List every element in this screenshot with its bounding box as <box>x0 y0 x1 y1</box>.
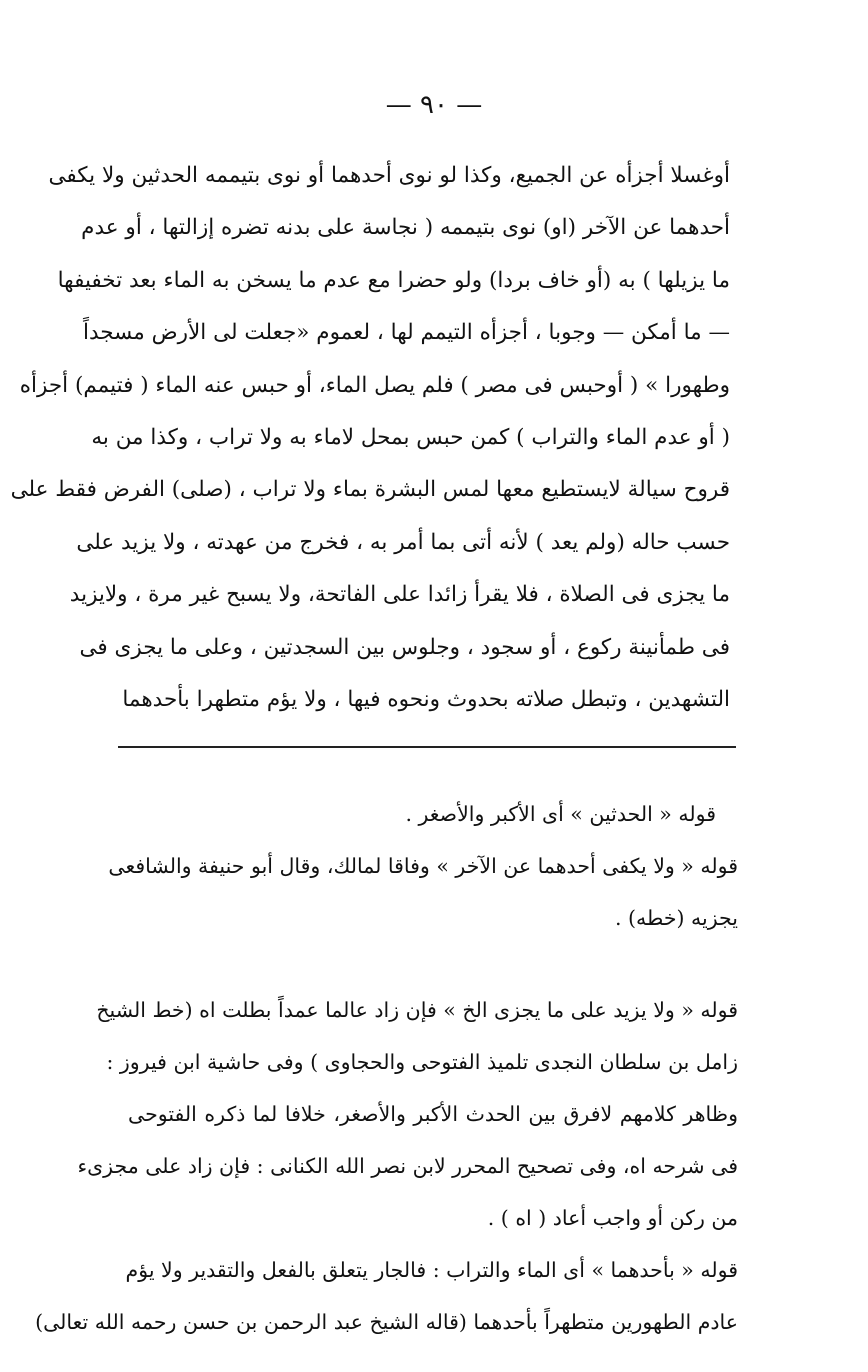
main-text-block <box>10 150 730 726</box>
main-text-line: فى طمأنينة ركوع ، أو سجود ، وجلوس بين السجدتين ، وعلى ما يجزى فى <box>79 634 730 660</box>
footnote-line: قوله « ولا يكفى أحدهما عن الآخر » وفاقا لمالك، وقال أبو حنيفة والشافعى <box>108 854 738 878</box>
main-text-line: حسب حاله (ولم يعد ) لأنه أتى بما أمر به ، فخرج من عهدته ، ولا يزيد على <box>76 529 730 555</box>
footnote-line: يجزيه (خطه) . <box>615 906 738 930</box>
footnote <box>35 1244 738 1348</box>
main-text-line: وطهورا » ( أوحبس فى مصر ) فلم يصل الماء، أو حبس عنه الماء ( فتيمم) أجزأه <box>19 372 730 398</box>
main-text-line: أوغسلا أجزأه عن الجميع، وكذا لو نوى أحدهما أو نوى بتيممه الحدثين ولا يكفى <box>48 163 730 188</box>
main-text-line: التشهدين ، وتبطل صلاته بحدوث ونحوه فيها ، ولا يؤم متطهرا بأحدهما <box>122 686 730 712</box>
main-text-line: ما يجزى فى الصلاة ، فلا يقرأ زائدا على الفاتحة، ولا يسبح غير مرة ، ولايزيد <box>69 582 730 608</box>
footnote-separator <box>118 746 736 748</box>
footnote-line: قوله « بأحدهما » أى الماء والتراب : فالجار يتعلق بالفعل والتقدير ولا يؤم <box>125 1258 738 1282</box>
page-number: — ٩٠ — <box>385 90 483 120</box>
footnote-line: زامل بن سلطان النجدى تلميذ الفتوحى والحجاوى ) وفى حاشية ابن فيروز : <box>106 1050 738 1074</box>
footnote-line: من ركن أو واجب أعاد ( اه ) . <box>487 1206 738 1230</box>
footnote-line: قوله « ولا يزيد على ما يجزى الخ » فإن زاد عالما عمداً بطلت اه (خط الشيخ <box>96 998 738 1022</box>
footnote <box>128 788 738 840</box>
footnote <box>77 984 738 1244</box>
footnote-line: عادم الطهورين متطهراً بأحدهما (قاله الشيخ عبد الرحمن بن حسن رحمه الله تعالى) <box>35 1310 738 1334</box>
footnote-line: وظاهر كلامهم لافرق بين الحدث الأكبر والأصغر، خلافا لما ذكره الفتوحى <box>128 1102 738 1126</box>
main-text-line: ( أو عدم الماء والتراب ) كمن حبس بمحل لاماء به ولا تراب ، وكذا من به <box>91 424 730 450</box>
footnote-line: قوله « الحدثين » أى الأكبر والأصغر . <box>405 802 716 826</box>
footnotes-block <box>35 788 738 1348</box>
main-text-line: أحدهما عن الآخر (او) نوى بتيممه ( نجاسة على بدنه تضره إزالتها ، أو عدم <box>81 215 730 241</box>
main-text-line: ما يزيلها ) به (أو خاف بردا) ولو حضرا مع عدم ما يسخن به الماء بعد تخفيفها <box>57 267 730 293</box>
main-text-line: قروح سيالة لايستطيع معها لمس البشرة بماء ولا تراب ، (صلى) الفرض فقط على <box>10 477 730 503</box>
footnote-line: فى شرحه اه، وفى تصحيح المحرر لابن نصر الله الكنانى : فإن زاد على مجزىء <box>77 1154 738 1178</box>
main-text-line: — ما أمكن — وجوبا ، أجزأه التيمم لها ، لعموم «جعلت لى الأرض مسجداً <box>82 320 730 346</box>
footnote <box>108 840 738 944</box>
